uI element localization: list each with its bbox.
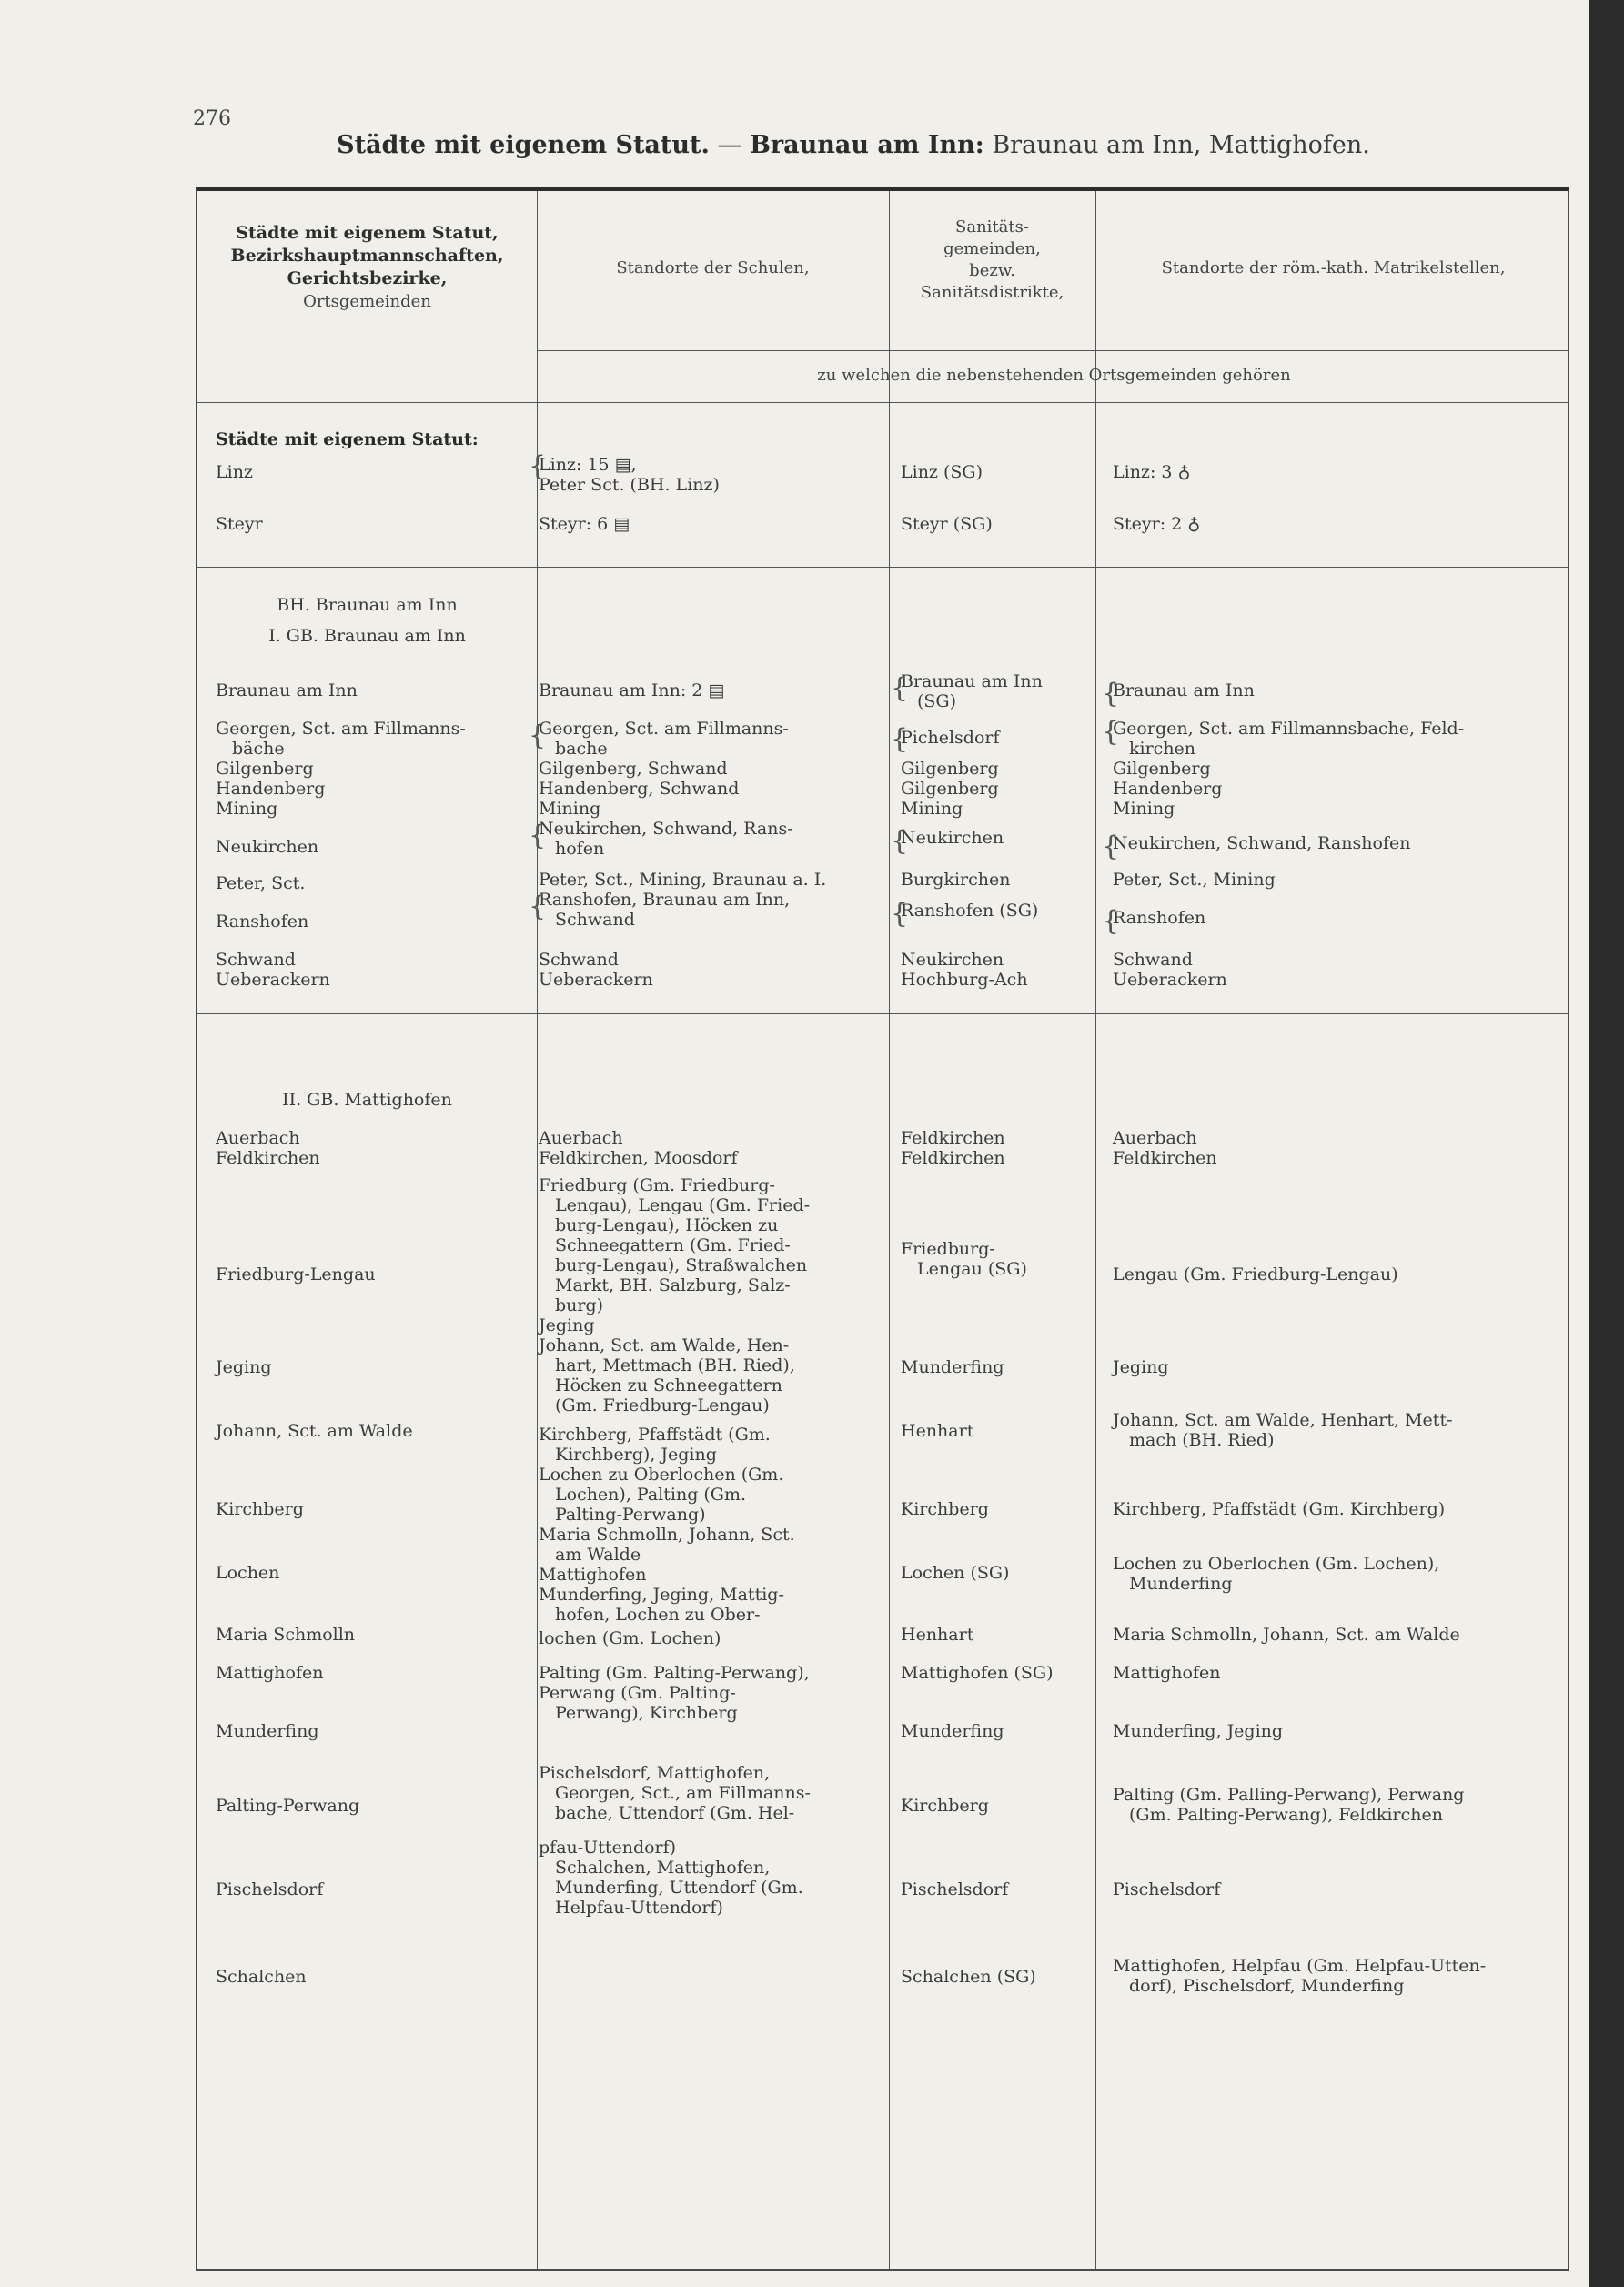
section-rule: [197, 567, 1568, 568]
sanitary-district: Hochburg-Ach: [901, 970, 1028, 990]
municipality: Ueberackern: [216, 970, 330, 990]
school-location: Friedburg (Gm. Friedburg-: [539, 1175, 775, 1195]
school-location: Georgen, Sct. am Fillmanns-: [539, 719, 789, 739]
sanitary-district: Burgkirchen: [901, 870, 1011, 890]
register-table: [196, 187, 1569, 2271]
section-gb-mattighofen: II. GB. Mattighofen: [282, 1090, 452, 1110]
sanitary-district: Henhart: [901, 1625, 974, 1645]
school-location: bache, Uttendorf (Gm. Hel-: [555, 1803, 795, 1823]
parish-register: Schwand: [1113, 950, 1193, 970]
sanitary-district: Braunau am Inn: [901, 671, 1043, 691]
parish-register: mach (BH. Ried): [1129, 1430, 1275, 1450]
sanitary-district: Kirchberg: [901, 1499, 989, 1519]
school-location: Schwand: [555, 910, 635, 930]
municipality: Mattighofen: [216, 1663, 324, 1683]
municipality: Jeging: [216, 1357, 272, 1377]
section-gb-braunau: I. GB. Braunau am Inn: [268, 626, 466, 646]
municipality: Lochen: [216, 1563, 280, 1583]
parish-register: Peter, Sct., Mining: [1113, 870, 1276, 890]
section-rule: [197, 1013, 1568, 1014]
sanitary-district: Feldkirchen: [901, 1128, 1005, 1148]
group-brace: {: [529, 450, 547, 482]
school-location: bache: [555, 739, 608, 759]
school-location: Perwang (Gm. Palting-: [539, 1683, 736, 1703]
group-brace: {: [1102, 716, 1120, 748]
school-location: Georgen, Sct., am Fillmanns-: [555, 1783, 811, 1803]
group-brace: {: [891, 672, 909, 704]
header-rule: [537, 350, 1568, 351]
parish-register: dorf), Pischelsdorf, Munderfing: [1129, 1976, 1405, 1996]
school-location: Feldkirchen, Moosdorf: [539, 1148, 738, 1168]
group-brace: {: [891, 898, 909, 930]
page-header: [211, 131, 1496, 159]
school-location: Helpfau-Uttendorf): [555, 1898, 723, 1918]
header-places: Braunau am Inn, Mattighofen.: [992, 131, 1370, 159]
school-location: Gilgenberg, Schwand: [539, 759, 728, 779]
linz-parish: Linz: 3 ♁: [1113, 462, 1191, 482]
school-location: burg-Lengau), Höcken zu: [555, 1215, 779, 1235]
school-location: Munderfing, Jeging, Mattig-: [539, 1585, 784, 1605]
school-location: Lochen), Palting (Gm.: [555, 1485, 747, 1505]
sanitary-district: Gilgenberg: [901, 759, 999, 779]
school-location: Maria Schmolln, Johann, Sct.: [539, 1525, 795, 1545]
school-location: Palting (Gm. Palting-Perwang),: [539, 1663, 810, 1683]
sanitary-district: Munderfing: [901, 1721, 1004, 1741]
municipality: Schwand: [216, 950, 296, 970]
group-brace: {: [1102, 905, 1120, 937]
parish-register: Braunau am Inn: [1113, 680, 1255, 700]
municipality: Johann, Sct. am Walde: [216, 1421, 413, 1441]
parish-register: Kirchberg, Pfaffstädt (Gm. Kirchberg): [1113, 1499, 1446, 1519]
parish-register: Mattighofen: [1113, 1663, 1221, 1683]
col-subheader: zu welchen die nebenstehenden Ortsgemeinden gehören: [817, 366, 1291, 385]
school-location: Schwand: [539, 950, 619, 970]
school-location: Mining: [539, 799, 601, 819]
parish-register: kirchen: [1129, 739, 1196, 759]
school-location: Kirchberg, Pfaffstädt (Gm.: [539, 1425, 771, 1445]
sanitary-district: Neukirchen: [901, 950, 1004, 970]
school-location: Peter, Sct., Mining, Braunau a. I.: [539, 870, 827, 890]
column-rule: [889, 191, 890, 2269]
sanitary-district: Feldkirchen: [901, 1148, 1005, 1168]
municipality: Peter, Sct.: [216, 873, 306, 893]
municipality: bäche: [232, 739, 285, 759]
parish-register: Munderfing, Jeging: [1113, 1721, 1284, 1741]
parish-register: Palting (Gm. Palling-Perwang), Perwang: [1113, 1785, 1465, 1805]
sanitary-district: Kirchberg: [901, 1796, 989, 1816]
school-location: am Walde: [555, 1545, 641, 1565]
parish-register: Lochen zu Oberlochen (Gm. Lochen),: [1113, 1554, 1440, 1574]
school-location: Schneegattern (Gm. Fried-: [555, 1235, 791, 1255]
school-location: (Gm. Friedburg-Lengau): [555, 1395, 770, 1416]
group-brace: {: [891, 723, 909, 755]
sanitary-district: Pischelsdorf: [901, 1879, 1009, 1899]
parish-register: Johann, Sct. am Walde, Henhart, Mett-: [1113, 1410, 1453, 1430]
parish-register: Ueberackern: [1113, 970, 1227, 990]
header-dash: —: [717, 131, 742, 159]
page-number: 276: [193, 107, 231, 130]
steyr-parish: Steyr: 2 ♁: [1113, 514, 1201, 534]
municipality: Kirchberg: [216, 1499, 304, 1519]
header-bottom-rule: [197, 402, 1568, 403]
group-brace: {: [529, 820, 547, 851]
municipality: Auerbach: [216, 1128, 300, 1148]
school-location: lochen (Gm. Lochen): [539, 1628, 721, 1648]
school-location: Höcken zu Schneegattern: [555, 1375, 782, 1395]
municipality: Georgen, Sct. am Fillmanns-: [216, 719, 466, 739]
municipality: Feldkirchen: [216, 1148, 320, 1168]
sanitary-district: Lengau (SG): [917, 1259, 1027, 1279]
sanitary-district: Neukirchen: [901, 828, 1004, 848]
school-location: Ranshofen, Braunau am Inn,: [539, 890, 791, 910]
group-brace: {: [891, 825, 909, 857]
school-location: hart, Mettmach (BH. Ried),: [555, 1355, 795, 1375]
linz-sanitary: Linz (SG): [901, 462, 983, 482]
school-location: Markt, BH. Salzburg, Salz-: [555, 1275, 791, 1295]
municipality: Friedburg-Lengau: [216, 1264, 376, 1285]
school-location: Lengau), Lengau (Gm. Fried-: [555, 1195, 811, 1215]
col-header-schools: Standorte der Schulen,: [616, 258, 810, 277]
page-edge: [1589, 0, 1624, 2287]
parish-register: Mattighofen, Helpfau (Gm. Helpfau-Utten-: [1113, 1956, 1487, 1976]
steyr-schools: Steyr: 6 ▤: [539, 514, 630, 534]
row-steyr: Steyr: [216, 514, 263, 534]
municipality: Mining: [216, 799, 278, 819]
col-header-municipalities: Städte mit eigenem Statut, Bezirkshauptmannschaften, Gerichtsbezirke, Ortsgemeinden: [230, 223, 504, 311]
school-location: Lochen zu Oberlochen (Gm.: [539, 1465, 784, 1485]
sanitary-district: Henhart: [901, 1421, 974, 1441]
school-location: Braunau am Inn: 2 ▤: [539, 680, 725, 700]
school-location: Palting-Perwang): [555, 1505, 706, 1525]
parish-register: Handenberg: [1113, 779, 1223, 799]
parish-register: Ranshofen: [1113, 908, 1206, 928]
school-location: Munderfing, Uttendorf (Gm.: [555, 1878, 803, 1898]
school-location: Johann, Sct. am Walde, Hen-: [539, 1335, 790, 1355]
school-location: burg): [555, 1295, 604, 1315]
steyr-sanitary: Steyr (SG): [901, 514, 993, 534]
linz-schools-2: Peter Sct. (BH. Linz): [539, 475, 720, 495]
municipality: Palting-Perwang: [216, 1796, 360, 1816]
column-rule: [537, 191, 538, 2269]
sanitary-district: Gilgenberg: [901, 779, 999, 799]
parish-register: Auerbach: [1113, 1128, 1197, 1148]
section-bh-braunau: BH. Braunau am Inn: [277, 595, 458, 615]
sanitary-district: Mining: [901, 799, 963, 819]
parish-register: (Gm. Palting-Perwang), Feldkirchen: [1129, 1805, 1443, 1825]
sanitary-district: Munderfing: [901, 1357, 1004, 1377]
parish-register: Pischelsdorf: [1113, 1879, 1221, 1899]
group-brace: {: [1102, 831, 1120, 862]
group-brace: {: [529, 720, 547, 751]
municipality: Braunau am Inn: [216, 680, 358, 700]
parish-register: Lengau (Gm. Friedburg-Lengau): [1113, 1264, 1398, 1285]
school-location: Mattighofen: [539, 1565, 647, 1585]
school-location: Auerbach: [539, 1128, 623, 1148]
school-location: hofen: [555, 839, 605, 859]
municipality: Neukirchen: [216, 837, 319, 857]
school-location: Schalchen, Mattighofen,: [555, 1858, 771, 1878]
sanitary-district: Pichelsdorf: [901, 728, 1000, 748]
school-location: Jeging: [539, 1315, 595, 1335]
group-brace: {: [529, 891, 547, 922]
municipality: Gilgenberg: [216, 759, 314, 779]
school-location: Neukirchen, Schwand, Rans-: [539, 819, 793, 839]
municipality: Schalchen: [216, 1967, 307, 1987]
municipality: Munderfing: [216, 1721, 319, 1741]
header-section: Braunau am Inn:: [750, 131, 984, 159]
parish-register: Mining: [1113, 799, 1175, 819]
sanitary-district: Schalchen (SG): [901, 1967, 1036, 1987]
sanitary-district: (SG): [917, 691, 957, 711]
parish-register: Maria Schmolln, Johann, Sct. am Walde: [1113, 1625, 1460, 1645]
sanitary-district: Lochen (SG): [901, 1563, 1010, 1583]
parish-register: Gilgenberg: [1113, 759, 1211, 779]
header-title: Städte mit eigenem Statut.: [337, 131, 710, 159]
parish-register: Munderfing: [1129, 1574, 1233, 1594]
col-header-sanitary: Sanitäts- gemeinden, bezw. Sanitätsdistrikte,: [920, 217, 1064, 302]
school-location: pfau-Uttendorf): [539, 1838, 677, 1858]
parish-register: Feldkirchen: [1113, 1148, 1217, 1168]
col-header-parishes: Standorte der röm.-kath. Matrikelstellen,: [1161, 258, 1506, 277]
parish-register: Neukirchen, Schwand, Ranshofen: [1113, 833, 1411, 853]
parish-register: Jeging: [1113, 1357, 1169, 1377]
municipality: Ranshofen: [216, 912, 309, 932]
municipality: Maria Schmolln: [216, 1625, 356, 1645]
school-location: Ueberackern: [539, 970, 653, 990]
municipality: Handenberg: [216, 779, 326, 799]
school-location: hofen, Lochen zu Ober-: [555, 1605, 761, 1625]
sanitary-district: Ranshofen (SG): [901, 901, 1039, 921]
school-location: burg-Lengau), Straßwalchen: [555, 1255, 808, 1275]
parish-register: Georgen, Sct. am Fillmannsbache, Feld-: [1113, 719, 1465, 739]
row-linz: Linz: [216, 462, 253, 482]
sanitary-district: Friedburg-: [901, 1239, 995, 1259]
school-location: Handenberg, Schwand: [539, 779, 740, 799]
municipality: Pischelsdorf: [216, 1879, 324, 1899]
column-rule: [1095, 191, 1096, 2269]
school-location: Kirchberg), Jeging: [555, 1445, 717, 1465]
sanitary-district: Mattighofen (SG): [901, 1663, 1054, 1683]
group-brace: {: [1102, 678, 1120, 710]
statut-title: Städte mit eigenem Statut:: [216, 429, 479, 449]
linz-schools: Linz: 15 ▤,: [539, 455, 637, 475]
school-location: Perwang), Kirchberg: [555, 1703, 738, 1723]
school-location: Pischelsdorf, Mattighofen,: [539, 1763, 771, 1783]
